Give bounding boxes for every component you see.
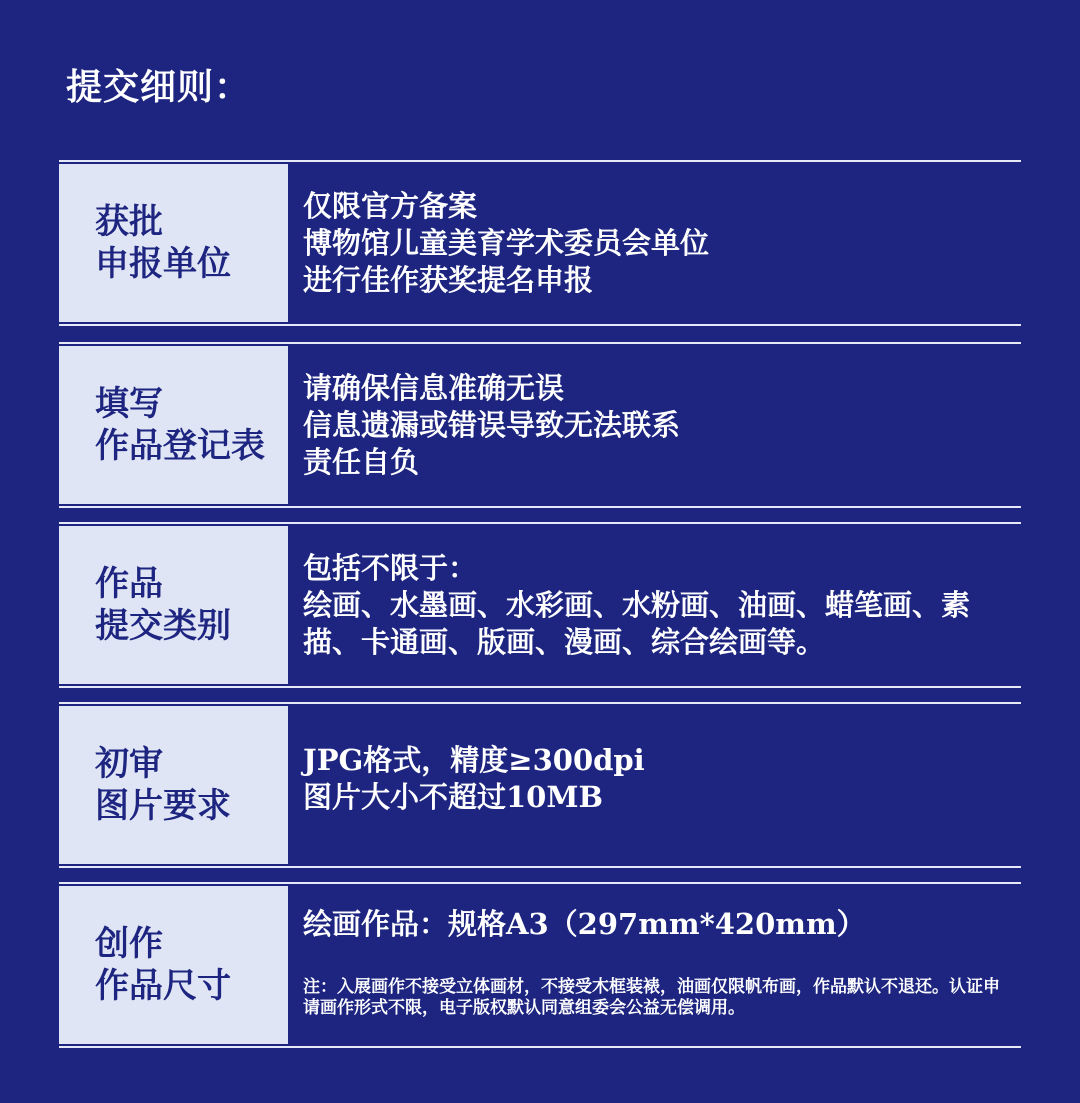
rule-content-line: 博物馆儿童美育学术委员会单位 — [303, 226, 710, 260]
rule-row-submission-categories — [59, 522, 1021, 688]
rule-content-line: 责任自负 — [303, 445, 420, 479]
rule-label — [59, 346, 288, 504]
rule-label — [59, 886, 288, 1044]
rule-label — [59, 706, 288, 864]
rule-content — [303, 344, 1013, 506]
rule-content-line: 绘画作品：规格A3（297mm*420mm） — [303, 907, 866, 941]
rule-content-line: JPG格式，精度≥300dpi — [303, 743, 645, 777]
rule-content — [303, 884, 1013, 1046]
rule-label — [59, 526, 288, 684]
rule-label-line: 获批 — [95, 202, 163, 242]
page-title: 提交细则： — [66, 66, 252, 108]
rule-content-line: 仅限官方备案 — [303, 189, 478, 223]
rule-label-line: 填写 — [95, 384, 163, 424]
rule-content — [303, 162, 1013, 324]
rule-content — [303, 524, 1013, 686]
rule-label-line: 创作 — [95, 924, 163, 964]
rule-label-line: 初审 — [95, 744, 163, 784]
rule-label-line: 作品尺寸 — [95, 966, 231, 1006]
rule-content-line: 包括不限于： — [303, 551, 478, 585]
rule-row-artwork-size — [59, 882, 1021, 1048]
rule-content-line: 信息遗漏或错误导致无法联系 — [303, 408, 681, 442]
rule-content-line: 图片大小不超过10MB — [303, 780, 603, 814]
rule-row-image-requirements — [59, 702, 1021, 868]
rule-label-line: 作品登记表 — [95, 426, 265, 466]
rule-content-line: 绘画、水墨画、水彩画、水粉画、油画、蜡笔画、素描、卡通画、版画、漫画、综合绘画等。 — [303, 588, 971, 659]
rule-content-line: 请确保信息准确无误 — [303, 371, 565, 405]
rule-label-line: 提交类别 — [95, 606, 231, 646]
rule-label — [59, 164, 288, 322]
rule-content — [303, 704, 1013, 866]
rule-label-line: 图片要求 — [95, 786, 231, 826]
rule-content-line: 进行佳作获奖提名申报 — [303, 263, 594, 297]
rule-label-line: 申报单位 — [95, 244, 231, 284]
rule-row-registration-form — [59, 342, 1021, 508]
rule-label-line: 作品 — [95, 564, 163, 604]
rule-row-applicant-units — [59, 160, 1021, 326]
rule-note: 注：入展画作不接受立体画材，不接受木框装裱，油画仅限帆布画，作品默认不退还。认证申请画作形式不限，电子版权默认同意组委会公益无偿调用。 — [303, 977, 1000, 1018]
